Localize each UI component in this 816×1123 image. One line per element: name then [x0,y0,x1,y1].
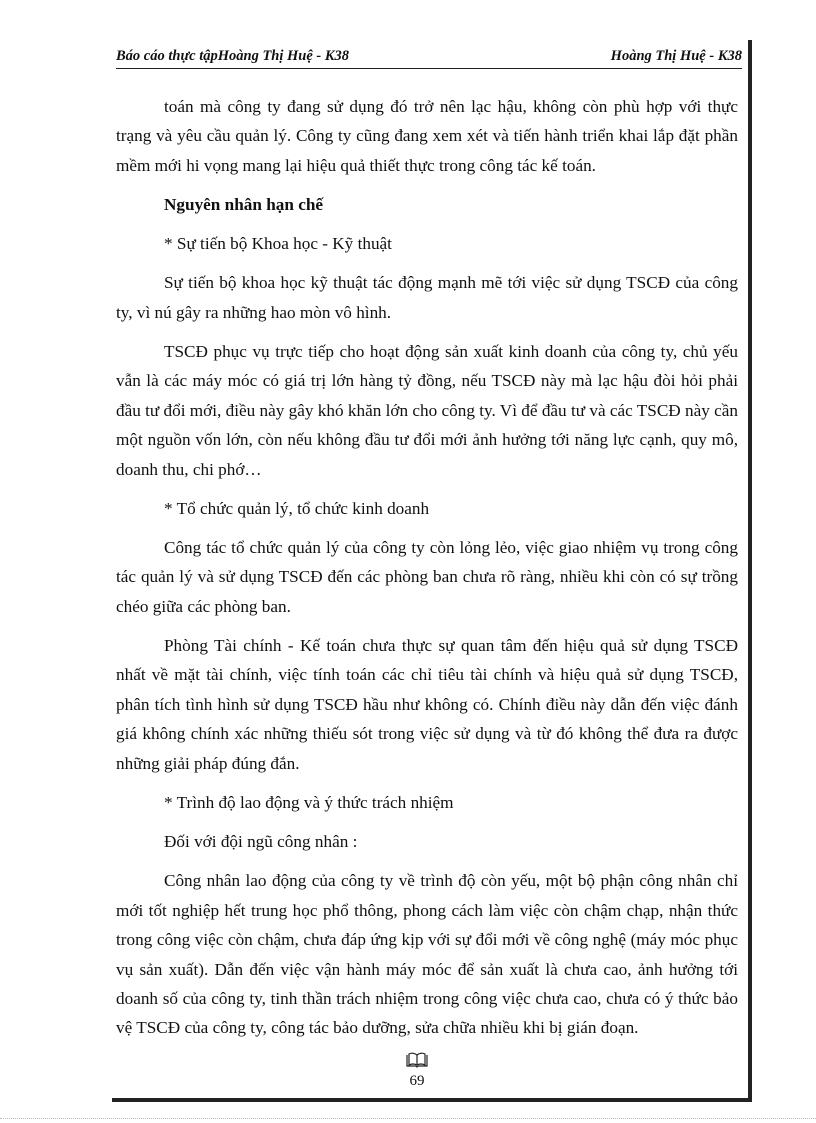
paragraph: toán mà công ty đang sử dụng đó trở nên lạc hậu, không còn phù hợp với thực trạng và yêu cầu quản lý. Công ty cũng đang xem xét và tiến hành triển khai lắp đặt phần mềm mới hi vọng mang lại hiệu quả thiết thực trong công tác kế toán. [116,97,738,175]
page-header [116,48,742,68]
page-footer [116,1052,718,1090]
book-icon [406,1052,428,1068]
bottom-dotted-rule [0,1118,816,1119]
section-heading: Nguyên nhân hạn chế [164,195,324,215]
paragraph: Công tác tổ chức quản lý của công ty còn lỏng lẻo, việc giao nhiệm vụ trong công tác quản lý và sử dụng TSCĐ đến các phòng ban chưa rõ ràng, nhiều khi còn có sự trồng chéo giữa các phòng ban. [116,538,738,616]
paragraph: Công nhân lao động của công ty về trình độ còn yếu, một bộ phận công nhân chỉ mới tốt nghiệp hết trung học phổ thông, phong cách làm việc còn chậm chạp, nhận thức trong công việc còn chậm, chưa đáp ứng kịp với sự đổi mới về công nghệ (máy móc phục vụ sản xuất). Dẫn đến việc vận hành máy móc để sản xuất là chưa cao, ảnh hưởng tới doanh số của công ty, tinh thần trách nhiệm trong công việc chưa cao, chưa có ý thức bảo vệ TSCĐ của công ty, công tác bảo dưỡng, sửa chữa nhiều khi bị gián đoạn. [116,871,738,1038]
header-left-text: Báo cáo thực tậpHoàng Thị Huệ - K38 [116,48,350,64]
page-number: 69 [409,1073,425,1089]
header-divider [116,68,742,69]
document-body [116,92,738,1053]
paragraph: Phòng Tài chính - Kế toán chưa thực sự quan tâm đến hiệu quả sử dụng TSCĐ nhất về mặt tài chính, việc tính toán các chỉ tiêu tài chính và hiệu quả sử dụng TSCĐ, phân tích tình hình sử dụng TSCĐ hầu như không có. Chính điều này dẫn đến việc đánh giá không chính xác những thiếu sót trong việc sử dụng và từ đó không thể đưa ra được những giải pháp đúng đắn. [116,636,738,773]
header-right-text: Hoàng Thị Huệ - K38 [610,48,742,64]
paragraph: TSCĐ phục vụ trực tiếp cho hoạt động sản xuất kinh doanh của công ty, chủ yếu vẫn là các máy móc có giá trị lớn hàng tỷ đồng, nếu TSCĐ này mà lạc hậu đòi hỏi phải đầu tư đổi mới, điều này gây khó khăn lớn cho công ty. Vì để đầu tư và các TSCĐ này cần một nguồn vốn lớn, còn nếu không đầu tư đổi mới ảnh hưởng tới năng lực cạnh, quy mô, doanh thu, chi phớ… [116,342,738,479]
subsection-heading: * Tổ chức quản lý, tổ chức kinh doanh [164,498,430,518]
subsection-heading: * Trình độ lao động và ý thức trách nhiệm [164,792,454,812]
subsection-heading: * Sự tiến bộ Khoa học - Kỹ thuật [164,234,392,254]
paragraph: Sự tiến bộ khoa học kỹ thuật tác động mạnh mẽ tới việc sử dụng TSCĐ của công ty, vì nú gây ra những hao mòn vô hình. [116,273,738,322]
paragraph: Đối với đội ngũ công nhân : [164,832,358,852]
